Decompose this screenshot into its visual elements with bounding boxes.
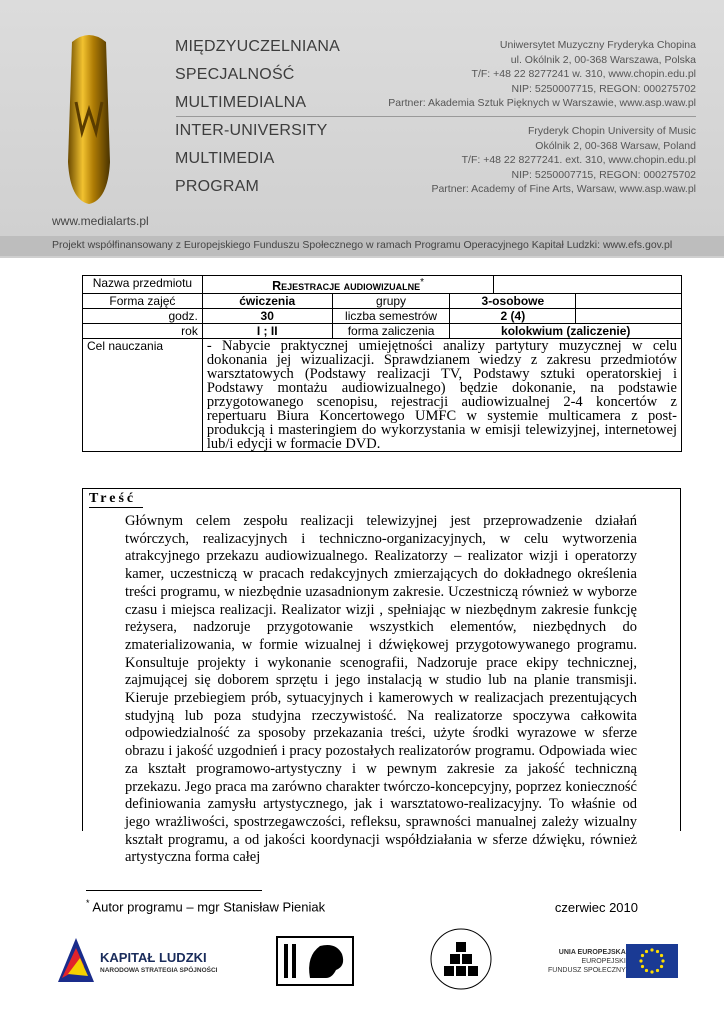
- eu-line: EUROPEJSKI: [581, 958, 626, 965]
- project-note-bar: [0, 236, 724, 256]
- address-pl-line: Partner: Akademia Sztuk Pięknych w Warszawie, www.asp.waw.pl: [388, 97, 696, 110]
- kl-title: KAPITAŁ LUDZKI: [100, 950, 207, 965]
- asp-warsaw-logo-icon: [428, 926, 494, 992]
- golden-logo-icon: [64, 32, 114, 204]
- eu-star: [641, 965, 644, 968]
- content-heading: Treść: [89, 491, 137, 506]
- address-pl-line: Uniwersytet Muzyczny Fryderyka Chopina: [499, 39, 696, 51]
- document-date: czerwiec 2010: [554, 900, 638, 915]
- program-line-4: INTER-UNIVERSITY: [175, 122, 328, 139]
- eu-line: UNIA EUROPEJSKA: [558, 949, 626, 956]
- goal-value: - Nabycie praktycznej umiejętności analizy partytury muzycznej w celu dokonania jej wizualizacji. Sprawdzianem wiedzy z zakresu przedmiotów warsztatowych (Podstawy realizacji TV, Podstawy sztuki operatorskiej i Podstawy montażu audiowizualnego) będzie dokonanie, na podstawie przygotowanego scenopisu, rejestracji audiowizualnej 2-4 koncertów z repertuaru Biura Koncertowego UMFC w systemie multicamera z post-produkcją i masteringiem do wykorzystania w emisji telewizyjnej, internetowej lub/i edycji w formacie DVD.: [202, 339, 681, 452]
- program-line-5: MULTIMEDIA: [175, 150, 275, 167]
- semesters-empty: [576, 309, 682, 324]
- eu-star: [650, 948, 653, 951]
- content-paragraph: Głównym celem zespołu realizacji telewizyjnej jest przeprowadzenie działań twórczych, realizacyjnych i techniczno-organizacyjnych, w celu wytworzenia atrakcyjnego przekazu audiowizualnego. Realizatorzy – realizator wizji i operatorzy kamer, uczestniczą w pracach redakcyjnych zmierzających do dokładnego określenia treści programu, w niezbędnie uzasadnionym zakresie. Uczestniczą również w wyborze czasu i miejsca realizacji. Realizator wizji , spełniając w niezbędnym zakresie funkcję reżysera, nadzoruje przygotowanie wszystkich elementów, niezbędnych do zmaterializowania, w formie wizualnej i dźwiękowej przygotowywanego programu. Konsultuje projekty i wykonanie scenografii, Nadzoruje prace ekipy technicznej, zajmującej się doborem sprzętu i jego instalacją w studio lub na planie transmisji. Kieruje przebiegiem prób, sytuacyjnych i kamerowych w realizacjach prezentujących studyjną lub poza studyjna rzeczywistość. Na realizatorze spoczywa całkowita odpowiedzialność za sposoby przekazania treści, użyte środki wyrazowe w sferze obrazu i jakość uzgodnień i pracy pozostałych realizatorów programu. Odpowiada wiec za kształt programowo-artystyczny i w pewnym zakresie za jakość techniczną przekazu. Jego praca ma zarówno charakter twórczo-koncepcyjny, poprzez konieczność definiowania zamysłu artystycznego, jak i warsztatowo-realizacyjny. To właśnie od jego wrażliwości, spostrzegawczości, refleksu, sprawności manualnej zależy wizualny kształt programu, a od jakości koordynacji współdziałania w sferze dźwięku, również artystyczna forma całej: [125, 513, 637, 866]
- subject-name: Rejestracje audiowizualne: [272, 279, 421, 293]
- chopin-university-logo-icon: [276, 936, 354, 986]
- eu-label: [548, 948, 626, 975]
- semesters-label: liczba semestrów: [332, 309, 450, 324]
- footnote-divider: [86, 890, 262, 891]
- goal-label: Cel nauczania: [83, 339, 203, 452]
- eu-star: [645, 950, 648, 953]
- form-label: Forma zajęć: [83, 294, 203, 309]
- eu-star: [656, 950, 659, 953]
- address-en-line: Fryderyk Chopin University of Music: [527, 125, 696, 137]
- header-divider: [176, 116, 696, 117]
- kl-subtitle: NARODOWA STRATEGIA SPÓJNOŚCI: [100, 967, 218, 974]
- program-line-6: PROGRAM: [175, 178, 260, 195]
- course-info-table: [82, 275, 682, 452]
- footnote-ref: *: [420, 277, 425, 288]
- credit-label: forma zaliczenia: [332, 324, 450, 339]
- group-label: grupy: [332, 294, 450, 309]
- form-value: ćwiczenia: [202, 294, 332, 309]
- address-pl: [388, 38, 696, 111]
- address-en: [431, 124, 696, 197]
- eu-star: [641, 954, 644, 957]
- eu-star: [656, 969, 659, 972]
- letterhead: [0, 0, 724, 258]
- eu-flag-icon: [626, 944, 678, 978]
- subject-empty: [494, 276, 682, 294]
- address-en-line: NIP: 5250007715, REGON: 000275702: [511, 168, 696, 181]
- content-box: [82, 488, 681, 866]
- eu-star: [650, 970, 653, 973]
- address-pl-line: NIP: 5250007715, REGON: 000275702: [511, 82, 696, 95]
- address-en-line: T/F: +48 22 8277241. ext. 310, www.chopin.edu.pl: [461, 154, 696, 167]
- group-empty: [576, 294, 682, 309]
- subject-label: Nazwa przedmiotu: [83, 276, 203, 294]
- year-label: rok: [83, 324, 203, 339]
- footnote-mark: *: [86, 898, 90, 908]
- eu-star: [661, 959, 664, 962]
- address-en-line: Okólnik 2, 00-368 Warsaw, Poland: [535, 139, 696, 152]
- eu-star: [660, 965, 663, 968]
- subject-value: [202, 276, 494, 294]
- eu-star: [645, 969, 648, 972]
- eu-star: [660, 954, 663, 957]
- website-link[interactable]: www.medialarts.pl: [52, 214, 149, 228]
- project-note: Projekt współfinansowany z Europejskiego Funduszu Społecznego w ramach Programu Operacyjnego Kapitał Ludzki: www.efs.gov.pl: [52, 239, 673, 251]
- year-value: I ; II: [202, 324, 332, 339]
- program-line-1: MIĘDZYUCZELNIANA: [175, 38, 340, 55]
- address-en-line: Partner: Academy of Fine Arts, Warsaw, www.asp.waw.pl: [431, 183, 696, 196]
- heading-underline: [89, 507, 143, 508]
- eu-star: [639, 959, 642, 962]
- address-pl-line: T/F: +48 22 8277241 w. 310, www.chopin.edu.pl: [471, 68, 696, 81]
- eu-line: FUNDUSZ SPOŁECZNY: [548, 967, 626, 974]
- address-pl-line: ul. Okólnik 2, 00-368 Warszawa, Polska: [510, 53, 696, 66]
- program-line-3: MULTIMEDIALNA: [175, 94, 307, 111]
- footnote: [86, 898, 325, 914]
- credit-value: kolokwium (zaliczenie): [450, 324, 682, 339]
- hours-value: 30: [202, 309, 332, 324]
- group-value: 3-osobowe: [450, 294, 576, 309]
- kapital-ludzki-logo-icon: [54, 934, 96, 986]
- program-line-2: SPECJALNOŚĆ: [175, 66, 295, 83]
- footnote-text: Autor programu – mgr Stanisław Pieniak: [92, 899, 326, 915]
- hours-label: godz.: [83, 309, 203, 324]
- semesters-value: 2 (4): [450, 309, 576, 324]
